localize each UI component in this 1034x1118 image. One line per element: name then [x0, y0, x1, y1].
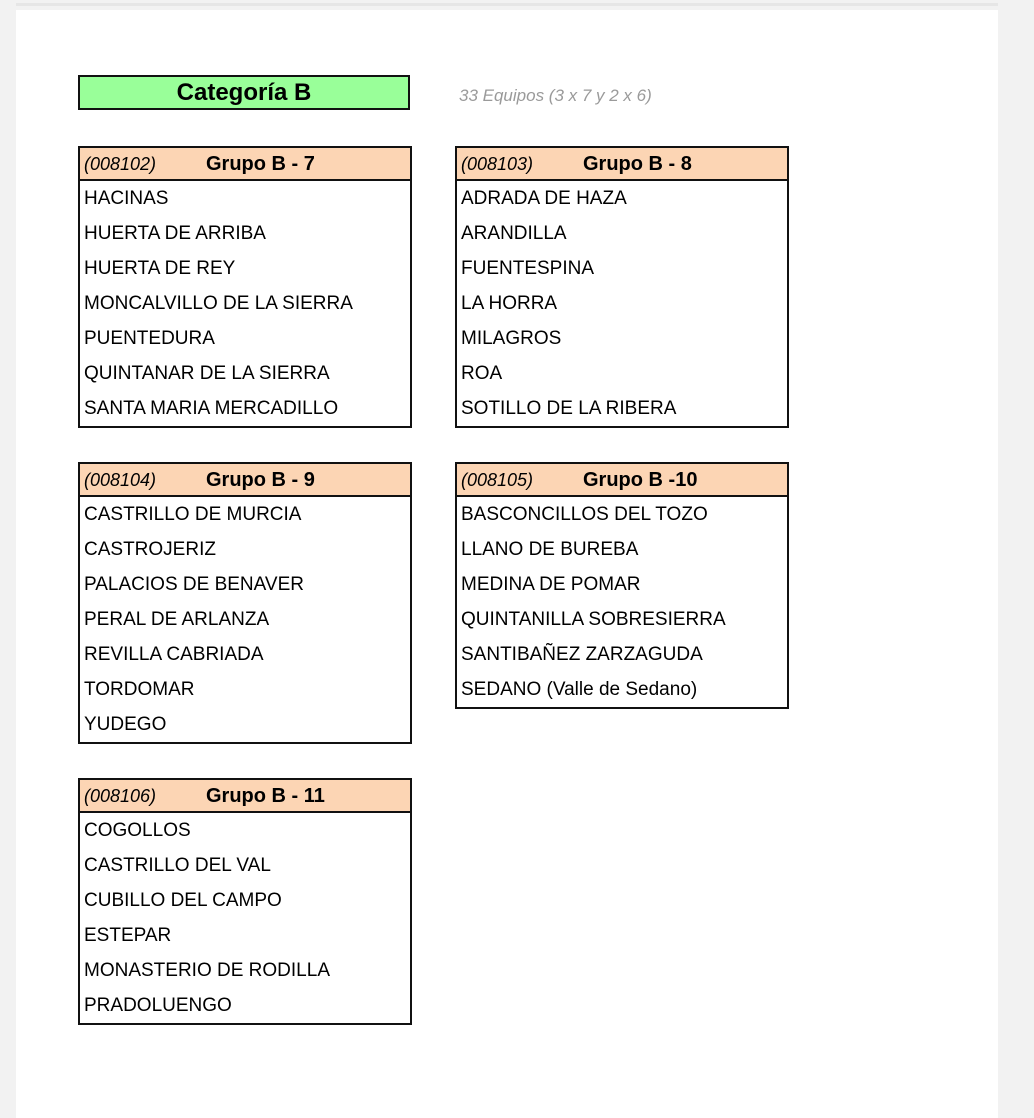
team-row: ROA: [461, 363, 503, 384]
team-row: CASTRILLO DE MURCIA: [84, 504, 302, 525]
team-row: ESTEPAR: [84, 925, 172, 946]
team-row: MEDINA DE POMAR: [461, 574, 641, 595]
team-row: CASTROJERIZ: [84, 539, 216, 560]
group-code: (008104): [84, 470, 157, 490]
group-name: Grupo B - 9: [206, 469, 315, 491]
group-code: (008103): [461, 154, 534, 174]
top-strip: [16, 3, 998, 6]
team-row: REVILLA CABRIADA: [84, 644, 264, 665]
team-row: SANTA MARIA MERCADILLO: [84, 398, 339, 419]
team-row: HUERTA DE REY: [84, 258, 236, 279]
team-row: MILAGROS: [461, 328, 562, 349]
team-row: HUERTA DE ARRIBA: [84, 223, 266, 244]
group-name: Grupo B - 7: [206, 153, 315, 175]
team-row: PALACIOS DE BENAVER: [84, 574, 304, 595]
category-title: Categoría B: [78, 75, 410, 110]
team-row: PERAL DE ARLANZA: [84, 609, 270, 630]
group-b11-table: [78, 778, 412, 1025]
group-name: Grupo B - 8: [583, 153, 692, 175]
group-b9-table: [78, 462, 412, 744]
group-code: (008102): [84, 154, 157, 174]
team-row: PRADOLUENGO: [84, 995, 232, 1016]
team-row: YUDEGO: [84, 714, 167, 735]
group-header: [457, 146, 787, 181]
team-row: PUENTEDURA: [84, 328, 215, 349]
group-name: Grupo B -10: [583, 469, 698, 491]
team-row: MONASTERIO DE RODILLA: [84, 960, 330, 981]
team-row: QUINTANAR DE LA SIERRA: [84, 363, 330, 384]
team-row: COGOLLOS: [84, 820, 191, 841]
team-row: ADRADA DE HAZA: [461, 188, 627, 209]
team-row: ARANDILLA: [461, 223, 567, 244]
group-header: [457, 462, 787, 497]
group-b8-table: [455, 146, 789, 428]
team-row: FUENTESPINA: [461, 258, 595, 279]
category-note: 33 Equipos (3 x 7 y 2 x 6): [459, 86, 652, 105]
group-name: Grupo B - 11: [206, 785, 325, 807]
team-row: CUBILLO DEL CAMPO: [84, 890, 282, 911]
team-row: MONCALVILLO DE LA SIERRA: [84, 293, 353, 314]
team-row: QUINTANILLA SOBRESIERRA: [461, 609, 726, 630]
group-header: [80, 778, 410, 813]
team-row: SANTIBAÑEZ ZARZAGUDA: [461, 644, 703, 665]
team-row: TORDOMAR: [84, 679, 195, 700]
group-header: [80, 146, 410, 181]
team-row: CASTRILLO DEL VAL: [84, 855, 271, 876]
group-code: (008105): [461, 470, 534, 490]
team-row: LA HORRA: [461, 293, 558, 314]
group-header: [80, 462, 410, 497]
group-b10-table: [455, 462, 789, 709]
group-b7-table: [78, 146, 412, 428]
team-row: SEDANO (Valle de Sedano): [461, 679, 698, 700]
team-row: HACINAS: [84, 188, 169, 209]
team-row: LLANO DE BUREBA: [461, 539, 639, 560]
group-code: (008106): [84, 786, 157, 806]
team-row: BASCONCILLOS DEL TOZO: [461, 504, 708, 525]
team-row: SOTILLO DE LA RIBERA: [461, 398, 677, 419]
